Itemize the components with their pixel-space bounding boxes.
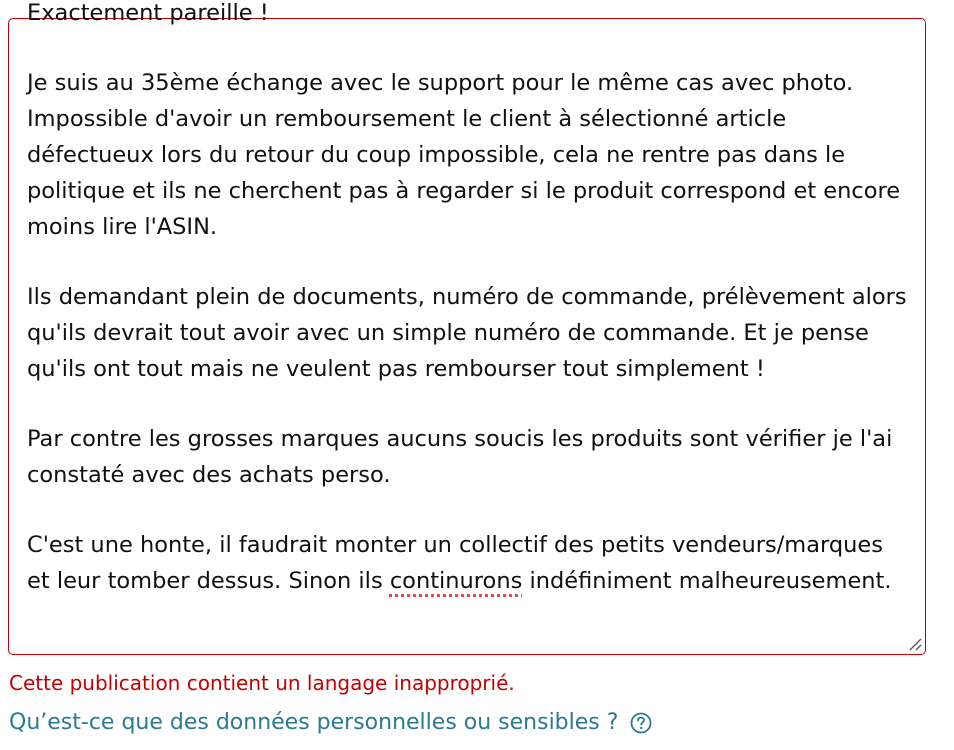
paragraph-5-start: C'est une honte, il faudrait monter un collectif des petits vendeurs/marques et leur tomber dessus. Sinon ils bbox=[27, 532, 883, 594]
review-text-area[interactable] bbox=[8, 0, 926, 655]
paragraph-5-end: indéfiniment malheureusement. bbox=[522, 568, 892, 594]
resize-handle-icon[interactable] bbox=[908, 637, 922, 651]
paragraph-1: Exactement pareille ! bbox=[27, 0, 269, 26]
inappropriate-language-error: Cette publication contient un langage inapproprié. bbox=[9, 671, 515, 695]
personal-data-help-link[interactable] bbox=[9, 710, 652, 735]
paragraph-3: Ils demandant plein de documents, numéro de commande, prélèvement alors qu'ils devrait tout avoir avec un simple numéro de commande. Et je pense qu'ils ont tout mais ne veulent pas rembourser tout simplement ! bbox=[27, 284, 907, 382]
review-text-content[interactable] bbox=[27, 0, 907, 633]
paragraph-2: Je suis au 35ème échange avec le support pour le même cas avec photo. Impossible d'avoir un remboursement le client à sélectionné article défectueux lors du retour du coup impossible, cela ne rentre pas dans le politique et ils ne cherchent pas à regarder si le produit correspond et encore moins lire l'ASIN. bbox=[27, 70, 901, 240]
paragraph-5 bbox=[27, 527, 907, 599]
help-link-label[interactable]: Qu’est-ce que des données personnelles ou sensibles ? bbox=[9, 710, 619, 735]
misspelled-word[interactable]: continurons bbox=[389, 568, 523, 594]
question-circle-icon[interactable] bbox=[630, 712, 652, 734]
paragraph-4: Par contre les grosses marques aucuns soucis les produits sont vérifier je l'ai constaté avec des achats perso. bbox=[27, 426, 893, 488]
